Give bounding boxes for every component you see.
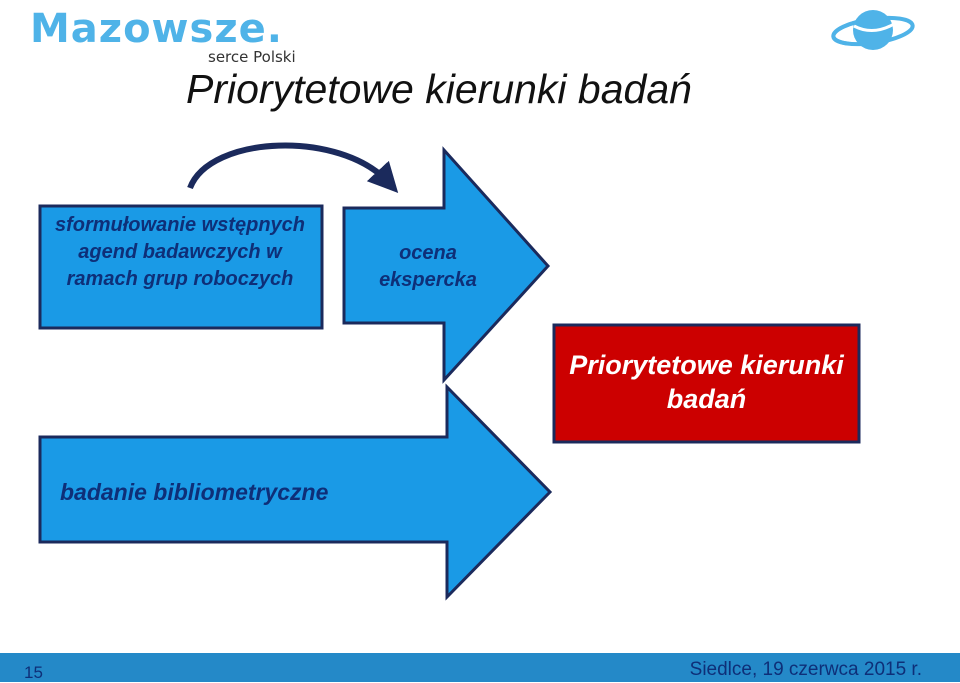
initial-box-label: sformułowanie wstępnych agend badawczych w ramach grup roboczych — [54, 214, 306, 290]
expert-arrow-label: ocena ekspercka — [379, 242, 477, 291]
logo-wordmark: Mazowsze. — [30, 6, 283, 52]
curved-arrow — [190, 146, 388, 188]
logo-tagline: serce Polski — [208, 48, 296, 66]
page-title: Priorytetowe kierunki badań — [186, 66, 692, 112]
bibliometric-arrow-label: badanie bibliometryczne — [60, 479, 329, 505]
footer-date: Siedlce, 19 czerwca 2015 r. — [689, 659, 922, 680]
page-number: 15 — [24, 663, 43, 682]
result-box-label: Priorytetowe kierunki badań — [569, 350, 844, 414]
